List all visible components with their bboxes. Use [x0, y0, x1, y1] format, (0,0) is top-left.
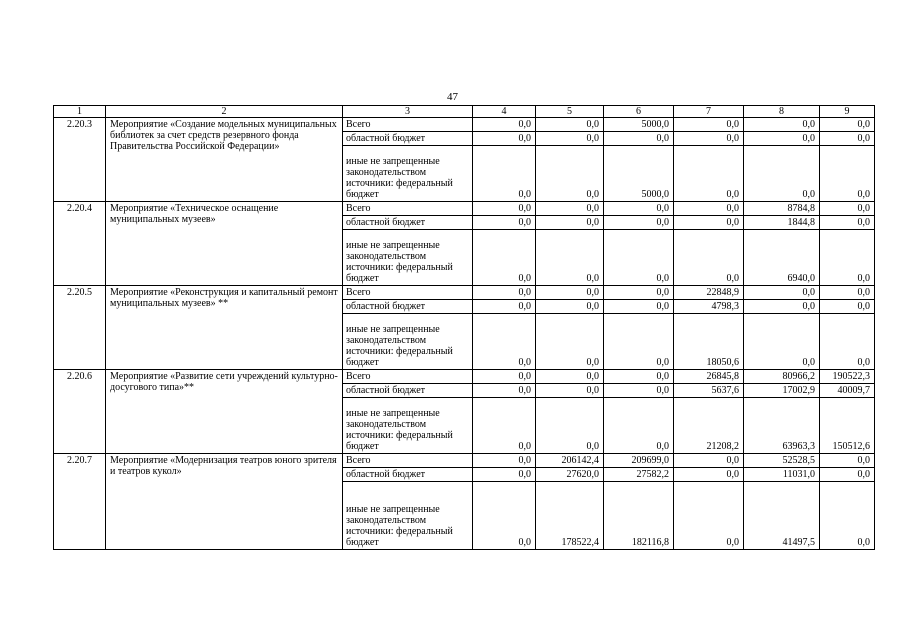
amount-cell: 0,0	[473, 370, 536, 384]
amount-cell: 0,0	[473, 286, 536, 300]
amount-cell: 0,0	[604, 370, 674, 384]
funding-source: Всего	[343, 118, 473, 132]
activity-code: 2.20.7	[54, 454, 106, 550]
amount-cell: 0,0	[536, 384, 604, 398]
amount-cell: 0,0	[604, 398, 674, 454]
amount-cell: 0,0	[473, 118, 536, 132]
amount-cell: 0,0	[820, 146, 875, 202]
amount-cell: 0,0	[674, 132, 744, 146]
amount-cell: 0,0	[820, 132, 875, 146]
amount-cell: 178522,4	[536, 482, 604, 550]
budget-table	[53, 105, 875, 550]
funding-source: Всего	[343, 202, 473, 216]
column-header: 4	[473, 106, 536, 118]
amount-cell: 8784,8	[744, 202, 820, 216]
column-header: 8	[744, 106, 820, 118]
amount-cell: 0,0	[473, 202, 536, 216]
amount-cell: 17002,9	[744, 384, 820, 398]
amount-cell: 0,0	[536, 230, 604, 286]
amount-cell: 0,0	[674, 468, 744, 482]
amount-cell: 80966,2	[744, 370, 820, 384]
amount-cell: 0,0	[604, 230, 674, 286]
amount-cell: 22848,9	[674, 286, 744, 300]
amount-cell: 0,0	[820, 468, 875, 482]
amount-cell: 0,0	[473, 454, 536, 468]
amount-cell: 0,0	[674, 118, 744, 132]
amount-cell: 0,0	[744, 286, 820, 300]
amount-cell: 5000,0	[604, 146, 674, 202]
amount-cell: 0,0	[604, 132, 674, 146]
amount-cell: 0,0	[604, 286, 674, 300]
funding-source: областной бюджет	[343, 384, 473, 398]
amount-cell: 150512,6	[820, 398, 875, 454]
column-header: 5	[536, 106, 604, 118]
activity-name: Мероприятие «Создание модельных муниципальных библиотек за счет средств резервного фонда Правительства Российской Федерации»	[106, 118, 343, 202]
amount-cell: 0,0	[536, 398, 604, 454]
amount-cell: 0,0	[473, 300, 536, 314]
amount-cell: 0,0	[820, 216, 875, 230]
amount-cell: 0,0	[744, 118, 820, 132]
column-header: 7	[674, 106, 744, 118]
table-row	[54, 370, 875, 384]
activity-name: Мероприятие «Модернизация театров юного зрителя и театров кукол»	[106, 454, 343, 550]
column-header: 9	[820, 106, 875, 118]
amount-cell: 0,0	[473, 230, 536, 286]
amount-cell: 0,0	[744, 132, 820, 146]
activity-code: 2.20.3	[54, 118, 106, 202]
amount-cell: 0,0	[604, 384, 674, 398]
activity-name: Мероприятие «Реконструкция и капитальный ремонт муниципальных музеев» **	[106, 286, 343, 370]
page-number: 47	[447, 91, 458, 103]
amount-cell: 0,0	[674, 454, 744, 468]
amount-cell: 0,0	[820, 286, 875, 300]
funding-source: Всего	[343, 370, 473, 384]
amount-cell: 0,0	[820, 454, 875, 468]
amount-cell: 40009,7	[820, 384, 875, 398]
amount-cell: 0,0	[536, 300, 604, 314]
funding-source: Всего	[343, 454, 473, 468]
funding-source: областной бюджет	[343, 216, 473, 230]
column-header: 2	[106, 106, 343, 118]
amount-cell: 0,0	[744, 146, 820, 202]
amount-cell: 209699,0	[604, 454, 674, 468]
amount-cell: 0,0	[473, 384, 536, 398]
amount-cell: 0,0	[604, 314, 674, 370]
amount-cell: 0,0	[820, 300, 875, 314]
amount-cell: 52528,5	[744, 454, 820, 468]
amount-cell: 26845,8	[674, 370, 744, 384]
amount-cell: 41497,5	[744, 482, 820, 550]
table-row	[54, 454, 875, 468]
funding-source: иные не запрещенные законодательством источники: федеральный бюджет	[343, 398, 473, 454]
table-row	[54, 202, 875, 216]
column-header: 6	[604, 106, 674, 118]
amount-cell: 0,0	[536, 132, 604, 146]
amount-cell: 182116,8	[604, 482, 674, 550]
amount-cell: 63963,3	[744, 398, 820, 454]
amount-cell: 0,0	[473, 482, 536, 550]
funding-source: иные не запрещенные законодательством источники: федеральный бюджет	[343, 314, 473, 370]
amount-cell: 0,0	[473, 146, 536, 202]
funding-source: иные не запрещенные законодательством источники: федеральный бюджет	[343, 146, 473, 202]
amount-cell: 0,0	[674, 216, 744, 230]
amount-cell: 27582,2	[604, 468, 674, 482]
amount-cell: 5000,0	[604, 118, 674, 132]
amount-cell: 0,0	[536, 118, 604, 132]
amount-cell: 4798,3	[674, 300, 744, 314]
amount-cell: 0,0	[473, 398, 536, 454]
amount-cell: 21208,2	[674, 398, 744, 454]
funding-source: иные не запрещенные законодательством источники: федеральный бюджет	[343, 482, 473, 550]
amount-cell: 6940,0	[744, 230, 820, 286]
amount-cell: 0,0	[820, 314, 875, 370]
amount-cell: 0,0	[744, 300, 820, 314]
header-row	[54, 106, 875, 118]
amount-cell: 1844,8	[744, 216, 820, 230]
activity-code: 2.20.4	[54, 202, 106, 286]
amount-cell: 0,0	[674, 202, 744, 216]
amount-cell: 0,0	[473, 468, 536, 482]
amount-cell: 0,0	[473, 132, 536, 146]
amount-cell: 0,0	[674, 230, 744, 286]
amount-cell: 0,0	[536, 216, 604, 230]
amount-cell: 0,0	[674, 146, 744, 202]
activity-name: Мероприятие «Развитие сети учреждений культурно-досугового типа»**	[106, 370, 343, 454]
column-header: 1	[54, 106, 106, 118]
amount-cell: 0,0	[674, 482, 744, 550]
amount-cell: 0,0	[604, 202, 674, 216]
amount-cell: 0,0	[820, 118, 875, 132]
column-header: 3	[343, 106, 473, 118]
amount-cell: 190522,3	[820, 370, 875, 384]
funding-source: областной бюджет	[343, 468, 473, 482]
amount-cell: 0,0	[820, 230, 875, 286]
funding-source: иные не запрещенные законодательством источники: федеральный бюджет	[343, 230, 473, 286]
amount-cell: 0,0	[744, 314, 820, 370]
amount-cell: 0,0	[820, 202, 875, 216]
amount-cell: 0,0	[820, 482, 875, 550]
amount-cell: 0,0	[536, 314, 604, 370]
funding-source: областной бюджет	[343, 132, 473, 146]
funding-source: Всего	[343, 286, 473, 300]
amount-cell: 0,0	[473, 314, 536, 370]
table-row	[54, 118, 875, 132]
amount-cell: 0,0	[604, 300, 674, 314]
table-row	[54, 286, 875, 300]
funding-source: областной бюджет	[343, 300, 473, 314]
activity-code: 2.20.5	[54, 286, 106, 370]
amount-cell: 0,0	[536, 370, 604, 384]
activity-code: 2.20.6	[54, 370, 106, 454]
amount-cell: 0,0	[473, 216, 536, 230]
amount-cell: 0,0	[604, 216, 674, 230]
activity-name: Мероприятие «Техническое оснащение муниципальных музеев»	[106, 202, 343, 286]
amount-cell: 5637,6	[674, 384, 744, 398]
amount-cell: 0,0	[536, 146, 604, 202]
amount-cell: 18050,6	[674, 314, 744, 370]
amount-cell: 206142,4	[536, 454, 604, 468]
amount-cell: 0,0	[536, 286, 604, 300]
amount-cell: 27620,0	[536, 468, 604, 482]
amount-cell: 0,0	[536, 202, 604, 216]
amount-cell: 11031,0	[744, 468, 820, 482]
